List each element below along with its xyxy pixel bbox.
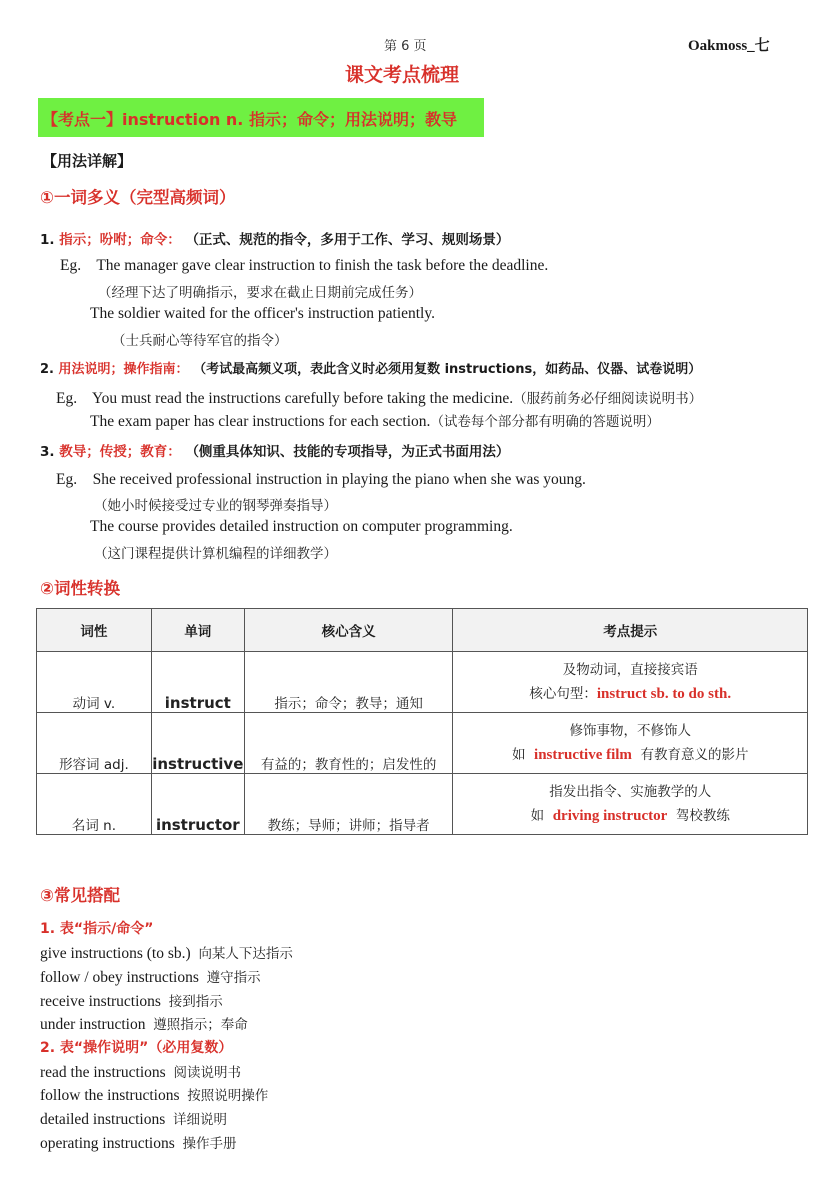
sense-1: 1. 指示；吩咐；命令： （正式、规范的指令，多用于工作、学习、规则场景） [40,232,510,248]
table-header-row [37,609,808,652]
table-row [37,652,808,713]
header-word: 单词 [151,609,244,652]
list-item: follow the instructions 按照说明操作 [40,1087,269,1104]
collocation-group-1-title: 1. 表“指示/命令” [40,921,154,937]
cell-word: instruct [151,652,244,713]
list-item: under instruction 遵照指示；奉命 [40,1016,248,1033]
list-item: operating instructions 操作手册 [40,1135,237,1152]
header-tip: 考点提示 [453,609,808,652]
list-item: detailed instructions 详细说明 [40,1111,228,1128]
usage-heading: 【用法详解】 [42,152,133,170]
sense-2-example-2: The exam paper has clear instructions for each section.（试卷每个部分都有明确的答题说明） [90,413,660,430]
sense-3-translation-1: （她小时候接受过专业的钢琴弹奏指导） [94,498,337,514]
cell-word: instructive [151,713,244,774]
sense-1-translation-2: （士兵耐心等待军官的指令） [112,333,288,349]
table-row [37,713,808,774]
sense-3-example-1: Eg. She received professional instruction in playing the piano when she was young. [56,471,586,488]
cell-pos: 动词 v. [37,652,152,713]
sense-3: 3. 教导；传授；教育： （侧重具体知识、技能的专项指导，为正式书面用法） [40,444,510,460]
list-item: receive instructions 接到指示 [40,993,223,1010]
list-item: read the instructions 阅读说明书 [40,1064,241,1081]
header-pos: 词性 [37,609,152,652]
sense-1-example-2: The soldier waited for the officer's instruction patiently. [90,305,435,322]
page-number: 第 6 页 [384,39,427,54]
collocations-heading: ③常见搭配 [40,886,120,905]
cell-word: instructor [151,774,244,835]
sense-1-translation-1: （经理下达了明确指示，要求在截止日期前完成任务） [98,285,422,301]
cell-tip: 指发出指令、实施教学的人 如 driving instructor 驾校教练 [453,774,808,835]
list-item: give instructions (to sb.) 向某人下达指示 [40,945,293,962]
sense-2: 2. 用法说明；操作指南： （考试最高频义项，表此含义时必须用复数 instructions，如药品、仪器、试卷说明） [40,362,702,377]
sense-2-example-1: Eg. You must read the instructions carefully before taking the medicine.（服药前务必仔细阅读说明书） [56,390,703,407]
conversion-heading: ②词性转换 [40,579,120,598]
author-name: Oakmoss_七 [688,38,770,54]
document-title: 课文考点梳理 [345,64,460,86]
sense-3-example-2: The course provides detailed instruction on computer programming. [90,518,513,535]
cell-pos: 形容词 adj. [37,713,152,774]
sense-3-translation-2: （这门课程提供计算机编程的详细教学） [94,546,337,562]
conversion-table [36,608,808,835]
cell-meaning: 指示；命令；教导；通知 [244,652,453,713]
sense-1-example-1: Eg. The manager gave clear instruction to finish the task before the deadline. [60,257,549,274]
table-row [37,774,808,835]
cell-pos: 名词 n. [37,774,152,835]
cell-tip: 修饰事物，不修饰人 如 instructive film 有教育意义的影片 [453,713,808,774]
cell-meaning: 教练；导师；讲师；指导者 [244,774,453,835]
cell-meaning: 有益的；教育性的；启发性的 [244,713,453,774]
list-item: follow / obey instructions 遵守指示 [40,969,261,986]
polysemy-heading: ①一词多义（完型高频词） [40,188,236,207]
cell-tip: 及物动词，直接接宾语 核心句型：instruct sb. to do sth. [453,652,808,713]
collocation-group-2-title: 2. 表“操作说明”（必用复数） [40,1040,233,1056]
header-meaning: 核心含义 [244,609,453,652]
point-title: 【考点一】instruction n. 指示；命令；用法说明；教导 [42,110,457,129]
